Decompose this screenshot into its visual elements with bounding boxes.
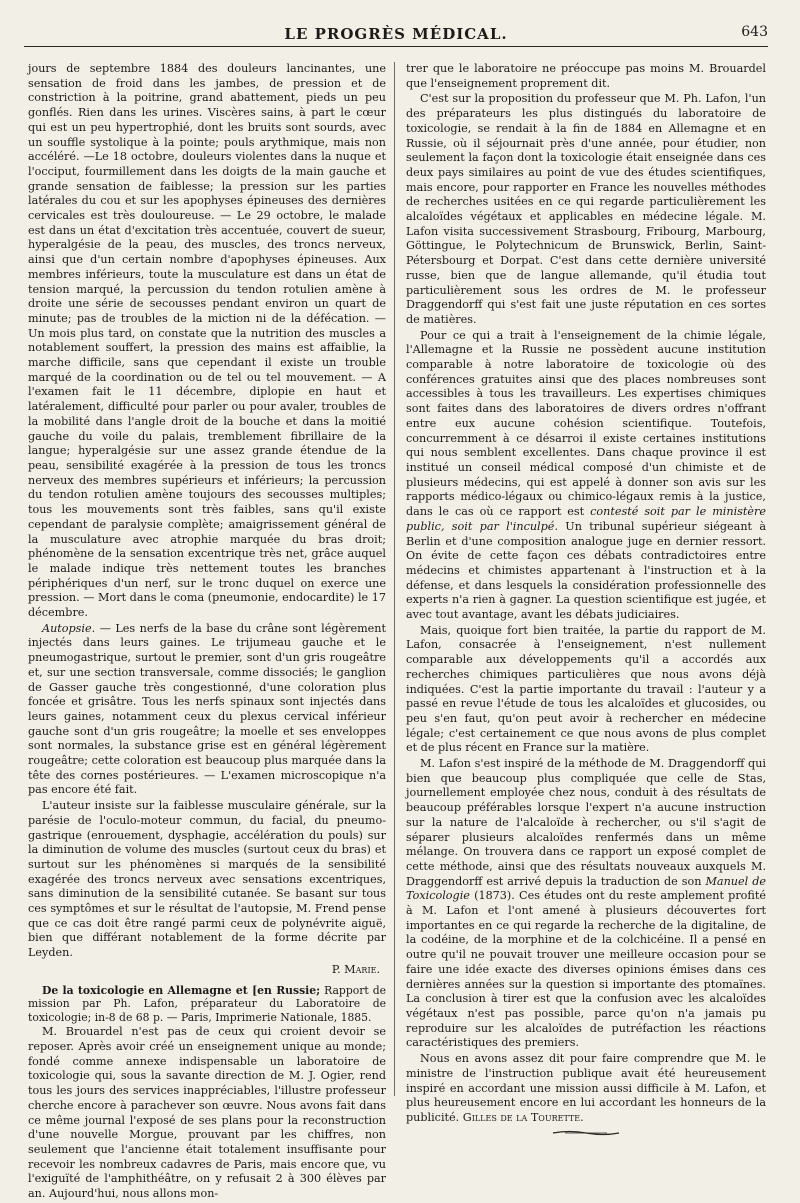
paragraph-final bbox=[406, 1052, 766, 1126]
paragraph: trer que le laboratoire ne préoccupe pas moins M. Brouardel que l'enseignement proprement dit. bbox=[406, 62, 766, 90]
article-title: De la toxicologie en Allemagne et [en Russie; bbox=[42, 983, 321, 997]
author-signature: Gilles de la Tourette. bbox=[462, 1110, 584, 1124]
text: Pour ce qui a trait à l'enseignement de la chimie légale, l'Allemagne et la Russie ne possèdent aucune institution comparable à notre laboratoire de toxicologie où des conférences gratuites ainsi que des places nombreuses sont accessibles à tous les travailleurs. Les expertises chimiques sont faites dans des laboratoires de divers ordres n'offrant entre eux aucune cohésion scientifique. Toutefois, concurremment à ce désarroi il existe certaines institutions qui nous semblent excellentes. Dans chaque province il est institué un conseil médical composé d'un chimiste et de plusieurs médecins, qui est appelé à donner son avis sur les rapports médico-légaux ou chimico-légaux remis à la justice, dans le cas où ce rapport est bbox=[406, 328, 766, 519]
paragraph: M. Brouardel n'est pas de ceux qui croient devoir se reposer. Après avoir créé un enseignement unique au monde; fondé comme annexe indispensable un laboratoire de toxicologie qui, sous la savante direction de M. J. Ogier, rend tous les jours des services inappréciables, l'illustre professeur cherche encore à parachever son œuvre. Nous avons fait dans ce même journal l'exposé de ses plans pour la reconstruction d'une nouvelle Morgue, prouvant par les chiffres, non seulement que l'ancienne était totalement insuffisante pour recevoir les nombreux cadavres de Paris, mais encore que, vu l'exiguïté de l'amphithéâtre, on y refusait 2 à 300 élèves par an. Aujourd'hui, nous allons mon- bbox=[28, 1025, 386, 1201]
italic-text: Manuel de Toxicologie bbox=[406, 874, 766, 903]
article-heading bbox=[28, 984, 386, 1025]
text: . Un tribunal supérieur siégeant à Berlin et d'une composition analogue juge en dernier ressort. On évite de cette façon ces débats contradictoires entre médecins et chimistes appartenant à l'instruction et à la défense, et dans lesquels la considération professionnelle des experts n'a rien à gagner. La question scientifique est jugée, et avec tout avantage, avant les débats judiciaires. bbox=[406, 519, 766, 622]
end-ornament bbox=[551, 1130, 621, 1136]
paragraph-expertise bbox=[406, 329, 766, 623]
journal-title: LE PROGRÈS MÉDICAL. bbox=[284, 25, 508, 43]
paragraph-autopsie bbox=[28, 622, 386, 798]
column-divider bbox=[394, 62, 395, 1096]
page-number: 643 bbox=[741, 24, 768, 40]
running-header bbox=[24, 22, 768, 47]
autopsie-lead: Autopsie. bbox=[42, 621, 96, 635]
text: M. Lafon s'est inspiré de la méthode de M. Draggendorff qui bien que beaucoup plus compliquée que celle de Stas, journellement employée chez nous, conduit à des résultats de beaucoup préférables lorsque l'expert n'a aucune instruction sur la nature de l'alcaloïde à rechercher, ou s'il s'agit de séparer plusieurs alcaloïdes renfermés dans un même mélange. On trouvera dans ce rapport un exposé complet de cette méthode, ainsi que des résultats nouveaux auxquels M. Draggendorff est arrivé depuis la traduction de son bbox=[406, 757, 766, 888]
autopsie-text: — Les nerfs de la base du crâne sont légèrement injectés dans leurs gaines. Le trijumeau gauche et le pneumogastrique, surtout le premier, sont d'un gris rougeâtre et, sur une section transversale, comme dissociés; le ganglion de Gasser gauche très congestionné, d'une coloration plus foncée et grisâtre. Tous les nerfs spinaux sont injectés dans leurs gaines, notamment ceux du plexus cervical inférieur gauche sont d'un gris rougeâtre; la moelle et ses enveloppes sont normales, la substance grise est en général légèrement rougeâtre; cette coloration est beaucoup plus marquée dans la tête des cornes postérieures. — L'examen microscopique n'a pas encore été fait. bbox=[28, 621, 386, 797]
paragraph: C'est sur la proposition du professeur que M. Ph. Lafon, l'un des préparateurs les plus distingués du laboratoire de toxicologie, se rendait à la fin de 1884 en Allemagne et en Russie, où il séjournait près d'une année, pour étudier, non seulement la façon dont la toxicologie était enseignée dans ces deux pays similaires au point de vue des études scientifiques, mais encore, pour rapporter en France les nouvelles méthodes de recherches usitées en ce qui regarde particulièrement les alcaloïdes végétaux et applicables en médecine légale. M. Lafon visita successivement Strasbourg, Fribourg, Marbourg, Göttingue, le Polytechnicum de Brunswick, Berlin, Saint-Pétersbourg et Dorpat. C'est dans cette dernière université russe, bien que de langue allemande, qu'il étudia tout particulièrement sous les ordres de M. le professeur Draggendorff qui s'est fait une juste réputation en ces sortes de matières. bbox=[406, 92, 766, 326]
author-signature: P. Marie. bbox=[331, 962, 380, 976]
paragraph: jours de septembre 1884 des douleurs lancinantes, une sensation de froid dans les jambes, de pression et de constriction à la poitrine, grand abattement, pieds un peu gonflés. Rien dans les urines. Viscères sains, à part le cœur qui est un peu hypertrophié, dont les bruits sont sourds, avec un souffle systolique à la pointe; pouls arythmique, mais non accéléré. —Le 18 octobre, douleurs violentes dans la nuque et l'occiput, fourmillement dans les doigts de la main gauche et grande sensation de faiblesse; la pression sur les parties latérales du cou et sur les apophyses épineuses des dernières cervicales est très douloureuse. — Le 29 octobre, le malade est dans un état d'excitation très accentuée, couvert de sueur, hyperalgésie de la peau, des muscles, des troncs nerveux, ainsi que d'un certain nombre d'apophyses épineuses. Aux membres inférieurs, toute la musculature est dans un état de tension marqué, la percussion du tendon rotulien amène à droite une série de secousses pendant environ un quart de minute; pas de troubles de la miction ni de la défécation. — Un mois plus tard, on constate que la nutrition des muscles a notablement souffert, la pression des mains est affaiblie, la marche difficile, sans que cependant il existe un trouble marqué de la coordination ou de tel ou tel mouvement. — A l'examen fait le 11 décembre, diplopie en haut et latéralement, difficulté pour parler ou pour avaler, troubles de la mobilité dans l'angle droit de la bouche et dans la moitié gauche du voile du palais, tremblement fibrillaire de la langue; hyperalgésie sur une assez grande étendue de la peau, sensibilité exagérée à la pression de tous les troncs nerveux des membres supérieurs et inférieurs; la percussion du tendon rotulien amène toujours des secousses multiples; tous les mouvements sont très faibles, sans qu'il existe cependant de paralysie complète; amaigrissement général de la musculature avec atrophie marquée du bras droit; phénomène de la sensation excentrique très net, grâce auquel le malade indique très nettement toutes les branches périphériques d'un nerf, sur le tronc duquel on exerce une pression. — Mort dans le coma (pneumonie, endocardite) le 17 décembre. bbox=[28, 62, 386, 620]
paragraph: Mais, quoique fort bien traitée, la partie du rapport de M. Lafon, consacrée à l'enseignement, n'est nullement comparable aux développements qu'il a accordés aux recherches chimiques particulières que nous avons déjà indiquées. C'est la partie importante du travail : l'auteur y a passé en revue l'étude de tous les alcaloïdes et glucosides, ou peu s'en faut, qu'on peut avoir à rechercher en médecine légale; c'est certainement ce que nous avons de plus complet et de plus récent en France sur la matière. bbox=[406, 623, 766, 755]
right-column bbox=[406, 62, 766, 1136]
article-reference: Rapport de mission par Ph. Lafon, préparateur du Laboratoire de toxicologie; in-8 de 68 p. — Paris, Imprimerie Nationale, 1885. bbox=[28, 983, 386, 1024]
text: Nous en avons assez dit pour faire comprendre que M. le ministre de l'instruction publique avait été heureusement inspiré en accordant une mission aussi difficile à M. Lafon, et plus heureusement encore en lui accordant les honneurs de la publicité. bbox=[406, 1052, 766, 1124]
paragraph: L'auteur insiste sur la faiblesse musculaire générale, sur la parésie de l'oculo-moteur commun, du facial, du pneumo-gastrique (enrouement, dysphagie, accélération du pouls) sur la diminution de volume des muscles (surtout ceux du bras) et surtout sur les phénomènes si marqués de la sensibilité exagérée des troncs nerveux avec sensations excentriques, sans diminution de la sensibilité cutanée. Se basant sur tous ces symptômes et sur le résultat de l'autopsie, M. Frend pense que ce cas doit être rangé parmi ceux de polynévrite aiguë, bien que différant notablement de la forme décrite par Leyden. bbox=[28, 799, 386, 960]
text: (1873). Ces études ont du reste amplement profité à M. Lafon et l'ont amené à plusieurs découvertes fort importantes en ce qui regarde la recherche de la digitaline, de la codéine, de la morphine et de la colchicéine. Il a pensé en outre qu'il ne pouvait trouver une meilleure occasion pour se faire une idée exacte des diverses opinions émises dans ces dernières années sur la question si importante des ptomaïnes. La conclusion à tirer est que la confusion avec les alcaloïdes végétaux n'est pas possible, parce qu'on n'a jamais pu reproduire sur les alcaloïdes de putréfaction les réactions caractéristiques des premiers. bbox=[406, 889, 766, 1050]
italic-text: contesté soit par le ministère public, soit par l'inculpé bbox=[406, 505, 766, 533]
paragraph-methode bbox=[406, 757, 766, 1051]
left-column bbox=[28, 62, 386, 1203]
